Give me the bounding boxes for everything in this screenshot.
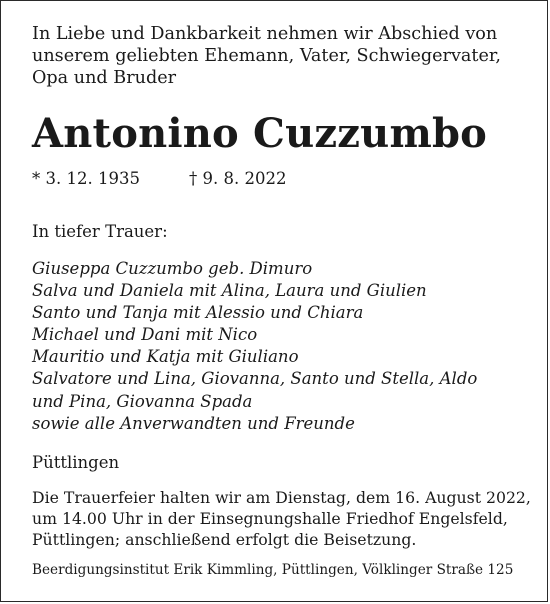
ceremony-text bbox=[32, 487, 531, 550]
life-dates bbox=[32, 169, 287, 188]
family-line: Mauritio und Katja mit Giuliano bbox=[32, 347, 299, 367]
ceremony-line: Püttlingen; anschließend erfolgt die Beisetzung. bbox=[32, 530, 417, 549]
death-date: † 9. 8. 2022 bbox=[189, 169, 287, 188]
family-line: Salvatore und Lina, Giovanna, Santo und Stella, Aldo bbox=[32, 369, 478, 389]
intro-line: Opa und Bruder bbox=[32, 68, 177, 88]
deceased-name: Antonino Cuzzumbo bbox=[32, 110, 488, 157]
undertaker-line: Beerdigungsinstitut Erik Kimmling, Püttlingen, Völklinger Straße 125 bbox=[32, 562, 514, 578]
intro-text bbox=[32, 23, 501, 89]
birth-date: * 3. 12. 1935 bbox=[32, 169, 140, 188]
mourning-heading: In tiefer Trauer: bbox=[32, 222, 168, 241]
intro-line: In Liebe und Dankbarkeit nehmen wir Abschied von bbox=[32, 24, 498, 44]
family-line: sowie alle Anverwandten und Freunde bbox=[32, 413, 355, 433]
family-line: Salva und Daniela mit Alina, Laura und Giulien bbox=[32, 281, 427, 301]
ceremony-line: um 14.00 Uhr in der Einsegnungshalle Friedhof Engelsfeld, bbox=[32, 509, 508, 528]
place-name: Püttlingen bbox=[32, 453, 120, 472]
family-line: Michael und Dani mit Nico bbox=[32, 325, 258, 345]
family-list bbox=[32, 258, 477, 435]
ceremony-line: Die Trauerfeier halten wir am Dienstag, dem 16. August 2022, bbox=[32, 488, 531, 507]
family-line: Santo und Tanja mit Alessio und Chiara bbox=[32, 303, 364, 323]
family-line: und Pina, Giovanna Spada bbox=[32, 391, 253, 411]
intro-line: unserem geliebten Ehemann, Vater, Schwiegervater, bbox=[32, 46, 501, 66]
family-line: Giuseppa Cuzzumbo geb. Dimuro bbox=[32, 259, 313, 278]
